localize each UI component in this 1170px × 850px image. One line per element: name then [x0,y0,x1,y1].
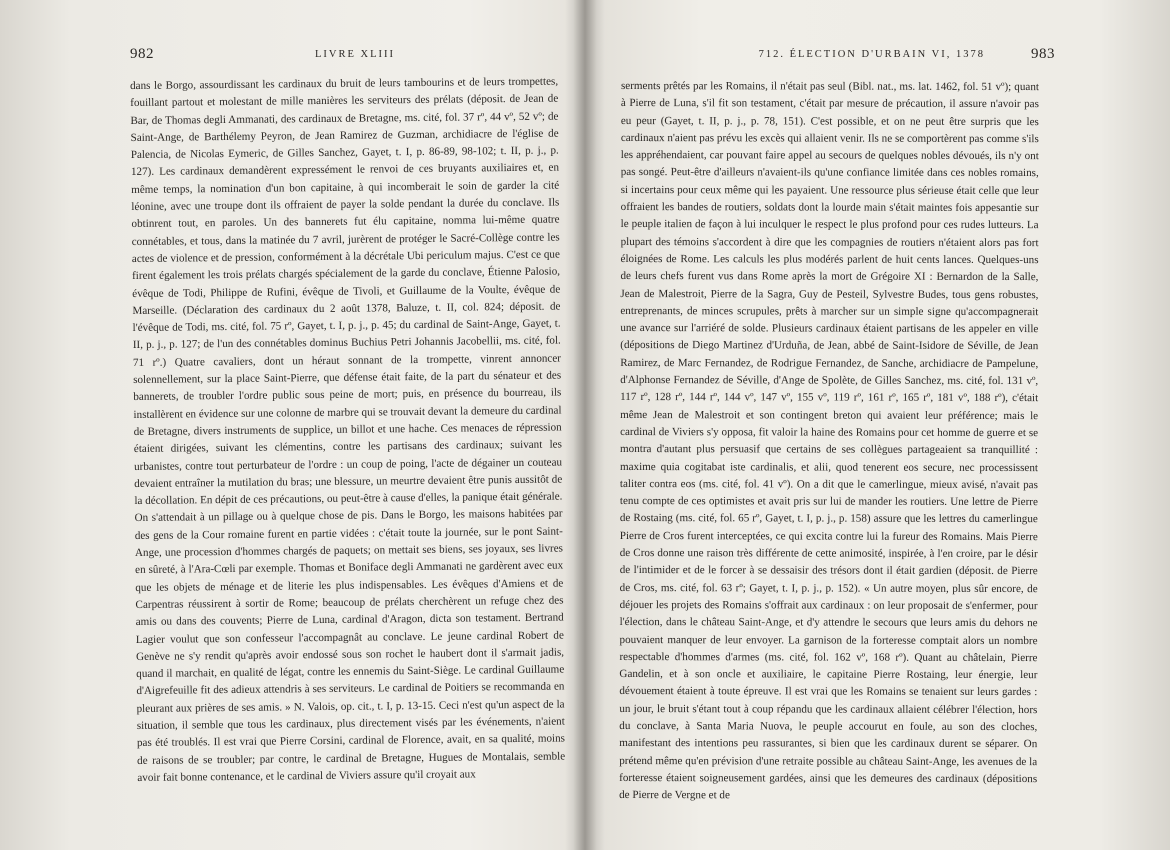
page-number: 983 [1031,46,1055,62]
paragraph: dans le Borgo, assourdissant les cardinaux du bruit de leurs tambourins et de leurs trompettes, fouillant partout et molestant de mille manières les serviteurs des prélats (déposit. de Jean de Bar, de Thomas degli Ammanati, des cardinaux de Bretagne, ms. cité, fol. 37 rº, 44 vº, 52 vº; de Saint-Ange, de Barthélemy Peyron, de Jean Ramirez de Guzman, archidiacre de l'église de Palencia, de Nicolas Eymeric, de Gilles Sanchez, Gayet, t. I, p. 86-89, 98-102; t. II, p. j., p. 127). Les cardinaux demandèrent expressément le renvoi de ces bruyants auxiliaires et, en même temps, la nomination d'un bon capitaine, à qui incomberait le soin de garder la cité léonine, avec une troupe dont ils offraient de payer la solde pendant la durée du conclave. Ils obtinrent tout, en paroles. Un des bannerets fut élu capitaine, nomma lui-même quatre connétables, et tous, dans la matinée du 7 avril, jurèrent de protéger le Sacré-Collège contre les actes de violence et de pression, conformément à la décrétale Ubi periculum majus. C'est ce que firent également les trois prélats chargés spécialement de la garde du conclave, Étienne Palosio, évêque de Todi, Philippe de Rufini, évêque de Tivoli, et Guillaume de la Voulte, évêque de Marseille. (Déclaration des cardinaux du 2 août 1378, Baluze, t. II, col. 824; déposit. de l'évêque de Todi, ms. cité, fol. 75 rº, Gayet, t. I, p. j., p. 45; du cardinal de Saint-Ange, Gayet, t. II, p. j., p. 127; de l'un des connétables dominus Buchius Petri Johannis Jacobellii, ms. cité, fol. 71 rº.) Quatre cavaliers, dont un héraut sonnant de la trompette, vinrent annoncer solennellement, sur la place Saint-Pierre, que défense était faite, de la part du sénateur et des bannerets, de troubler l'ordre public sous peine de mort; puis, en présence du bourreau, ils installèrent en évidence sur une colonne de marbre qui se trouvait devant la demeure du cardinal de Bretagne, divers instruments de supplice, un billot et une hache. Ces menaces de répression étaient dirigées, suivant les clémentins, contre les partisans des cardinaux; suivant les urbanistes, contre tout perturbateur de l'ordre : un coup de poing, l'acte de dégainer un couteau devaient entraîner la mutilation du bras; une blessure, un meurtre devaient être punis aussitôt de la décollation. En dépit de ces précautions, ou peut-être à cause d'elles, la panique était générale. On s'attendait à un pillage ou à quelque chose de pis. Dans le Borgo, les maisons habitées par des gens de la Cour romaine furent en partie vidées : c'était toute la journée, sur le pont Saint-Ange, une procession d'hommes chargés de paquets; on mettait ses biens, ses joyaux, ses livres en sûreté, à l'Ara-Cœli par exemple. Thomas et Boniface degli Ammanati ne gardèrent avec eux que les objets de ménage et de literie les plus indispensables. Les évêques d'Amiens et de Carpentras réussirent à sortir de Rome; beaucoup de prélats cherchèrent un refuge chez des amis ou dans des couvents; Pierre de Luna, cardinal d'Aragon, dicta son testament. Bertrand Lagier voulut que son confesseur l'accompagnât au conclave. Le jeune cardinal Robert de Genève ne s'y rendit qu'après avoir endossé sous son rochet le haubert dont il s'armait jadis, quand il marchait, en qualité de légat, contre les ennemis du Saint-Siège. Le cardinal Guillaume d'Aigrefeuille fit des adieux attendris à ses serviteurs. Le cardinal de Poitiers se recommanda en pleurant aux prières de ses amis. » N. Valois, op. cit., t. I, p. 13-15. Ceci n'est qu'un aspect de la situation, il semble que tous les cardinaux, plus directement visés par les événements, n'aient pas été troublés. Il est vrai que Pierre Corsini, cardinal de Florence, avait, en sa qualité, moins de raisons de se troubler; par contre, le cardinal de Bretagne, Hugues de Montalais, semble avoir fait bonne contenance, et le cardinal de Viviers assure qu'il croyait aux [130,75,566,784]
running-head: LIVRE XLIII [315,49,396,60]
running-head: 712. ÉLECTION D'URBAIN VI, 1378 [758,49,985,60]
paragraph: serments prêtés par les Romains, il n'était pas seul (Bibl. nat., ms. lat. 1462, fol. 51 vº); quant à Pierre de Luna, s'il fit son testament, c'était par mesure de précaution, il assure n'avoir pas eu peur (Gayet, t. II, p. j., p. 78, 151). C'est possible, et on ne peut être surpris que les cardinaux n'aient pas prévu les excès qui allaient venir. Ils ne se comportèrent pas comme s'ils les appréhendaient, car pouvant faire appel au secours de quelques nobles dévoués, ils n'y ont pas songé. Peut-être d'ailleurs n'avaient-ils qu'une confiance limitée dans ces nobles romains, si incertains pour ceux même qui les payaient. Une ressource plus sérieuse était celle que leur offraient les bandes de routiers, soldats dont la lourde main s'était maintes fois appesantie sur le peuple italien de façon à lui inculquer le respect le plus profond pour ces rudes lutteurs. La plupart des témoins s'accordent à dire que les compagnies de routiers n'étaient alors pas fort éloignées de Rome. Les calculs les plus modérés parlent de huit cents lances. Quelques-uns de leurs chefs furent vus dans Rome après la mort de Grégoire XI : Bernardon de la Salle, Jean de Malestroit, Pierre de la Sagra, Guy de Pesteil, Sylvestre Budes, tous gens robustes, entreprenants, de minces scrupules, prêts à marcher sur un simple signe qu'accompagnerait une avance sur l'arriéré de solde. Plusieurs cardinaux étaient partisans de les appeler en ville (dépositions de Diego Martinez d'Urduña, de Jean, abbé de Saint-Isidore de Séville, de Jean Ramirez, de Marc Fernandez, de Rodrigue Fernandez, de Sanche, archidiacre de Pampelune, d'Alphonse Fernandez de Séville, d'Ange de Spolète, de Gilles Sanchez, ms. cité, fol. 131 vº, 117 rº, 128 rº, 144 rº, 144 vº, 147 vº, 155 vº, 119 rº, 161 rº, 165 rº, 181 vº, 188 rº), c'était même Jean de Malestroit et son contingent breton qui avaient leur préférence; mais le cardinal de Viviers s'y opposa, fit valoir la haine des Romains pour cet homme de guerre et se montra d'autant plus persuasif que certains de ses collègues partageaient sa tranquillité : maxime quia cogitabat iste cardinalis, et alii, quod tenerent eos secure, nec processissent taliter contra eos (ms. cité, fol. 41 vº). On a dit que le camerlingue, mieux avisé, n'avait pas tenu compte de ces optimistes et avait pris sur lui de mander les routiers. Une lettre de Pierre de Rostaing (ms. cité, fol. 65 rº, Gayet, t. I, p. j., p. 158) assure que les lettres du camerlingue Pierre de Cros furent interceptées, ce qui excita contre lui la fureur des Romains. Mais Pierre de Cros donne une raison très différente de cette animosité, inspirée, à l'en croire, par le désir de l'intimider et de le forcer à se dessaisir des trésors dont il était gardien (déposit. de Pierre de Cros, ms. cité, fol. 63 rº; Gayet, t. I, p. j., p. 152). « Un autre moyen, plus sûr encore, de déjouer les projets des Romains s'offrait aux cardinaux : on leur proposait de s'enfermer, pour l'élection, dans le château Saint-Ange, et d'y attendre le secours que leurs amis du dehors ne pouvaient manquer de leur envoyer. La garnison de la forteresse comptait alors un nombre respectable d'hommes d'armes (ms. cité, fol. 162 vº, 168 rº). Quant au châtelain, Pierre Gandelin, et à son oncle et auxiliaire, le capitaine Pierre Rostaing, leur énergie, leur dévouement étaient à toute épreuve. Il est vrai que les Romains se tenaient sur leurs gardes : un jour, le bruit s'étant tout à coup répandu que les cardinaux allaient célébrer l'élection, hors du conclave, à Santa Maria Nuova, le peuple accourut en foule, au son des cloches, manifestant des intentions peu rassurantes, si bien que les cardinaux durent se séparer. On prétend même qu'en prévision d'une retraite possible au château Saint-Ange, les avenues de la forteresse étaient soigneusement gardées, ainsi que les demeures des cardinaux (dépositions de Pierre de Vergne et de [619,79,1039,802]
page-body-text [619,78,1039,806]
page-number: 982 [130,46,154,62]
right-page [585,0,1170,850]
page-body-text [130,74,565,788]
